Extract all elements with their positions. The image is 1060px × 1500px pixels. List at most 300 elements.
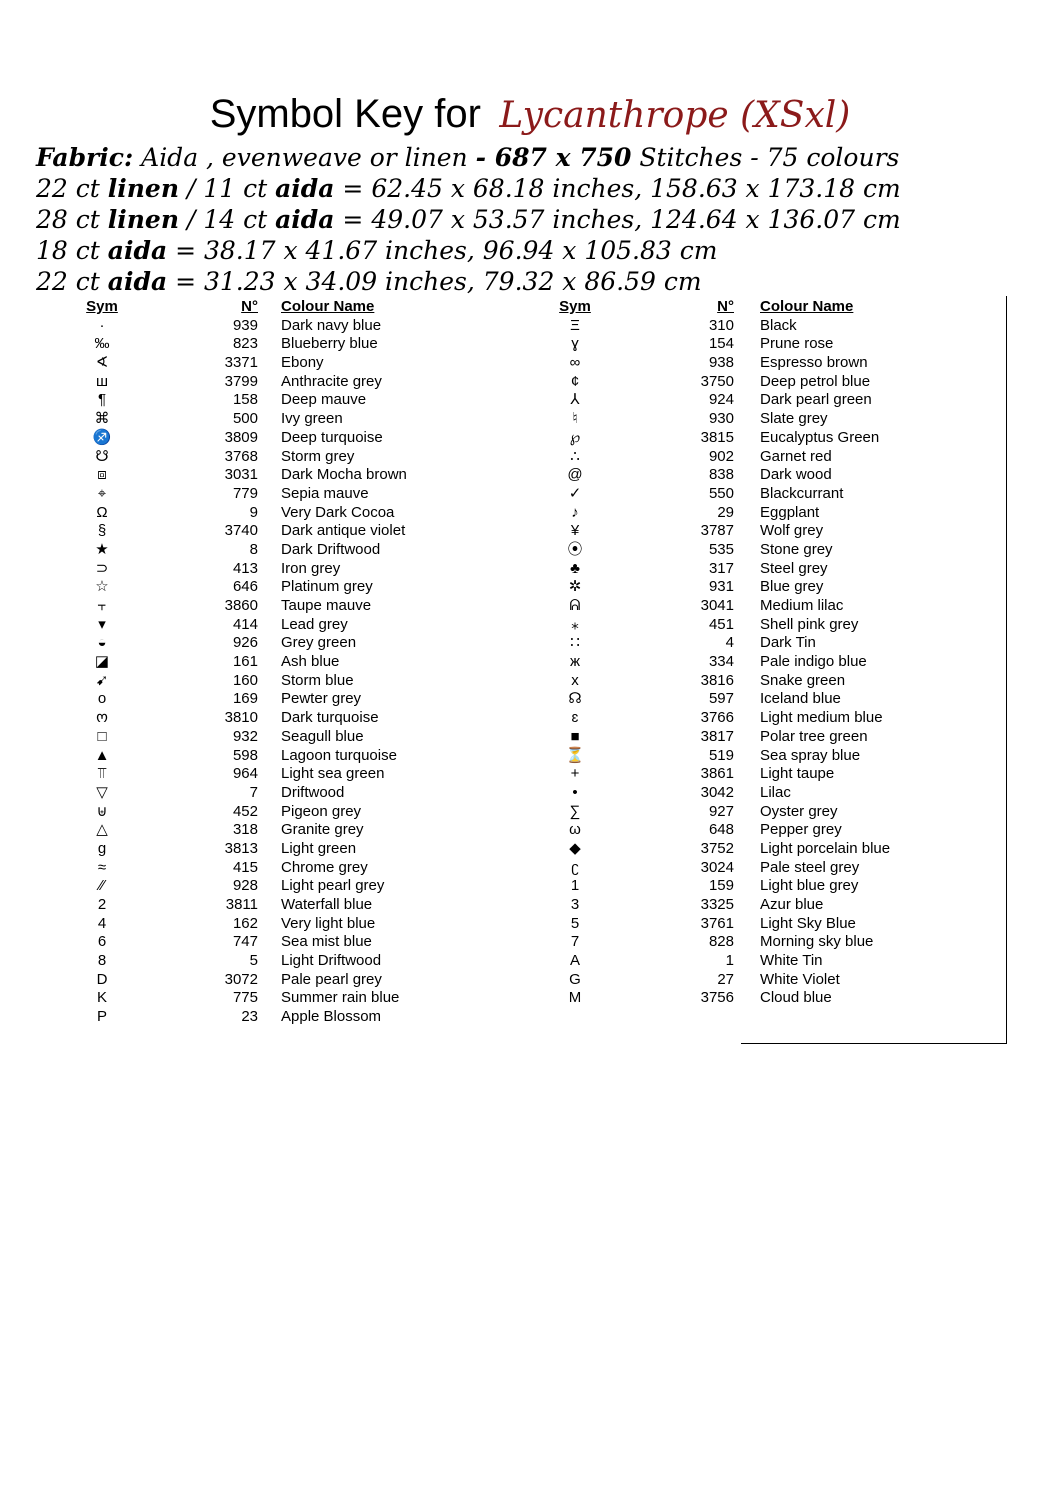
colour-name: Black [760,316,797,334]
dmc-number: 8 [249,540,258,558]
colour-name: Dark navy blue [281,316,382,334]
colour-name: Dark Driftwood [281,540,381,558]
dmc-number: 939 [232,316,258,334]
symbol: + [570,765,580,783]
colour-name: Dark Tin [760,634,816,652]
key-row [0,840,1060,859]
key-row [0,728,1060,747]
dmc-number: 5 [249,952,258,970]
symbol: ➹ [95,671,109,689]
fabric-label: Fabric: [36,143,134,172]
dmc-number: 928 [232,877,258,895]
key-row [0,709,1060,728]
key-row [0,821,1060,840]
colour-name: Summer rain blue [281,989,400,1007]
dmc-number: 3817 [700,727,734,745]
key-row [0,803,1060,822]
colour-name: Lagoon turquoise [281,746,397,764]
dmc-number: 519 [708,746,734,764]
dmc-number: 3740 [224,522,258,540]
colour-name: Azur blue [760,896,824,913]
colour-name: Pale pearl grey [281,970,382,988]
dmc-number: 964 [232,765,258,783]
number-header: N° [241,298,258,315]
dmc-number: 7 [249,783,258,801]
key-row [0,504,1060,523]
dmc-number: 413 [232,559,258,577]
fabric-types: Aida , evenweave or linen [133,143,476,172]
symbol: ⅄ [570,391,580,409]
symbol: ო [96,709,108,727]
symbol: ⫟ [97,597,107,614]
key-row [0,597,1060,616]
key-row [0,896,1060,915]
dmc-number: 902 [708,447,734,465]
symbol: ★ [95,540,109,558]
colour-name: Storm blue [281,671,354,689]
dmc-number: 23 [241,1008,258,1026]
colour-name: White Violet [760,970,840,988]
dmc-number: 334 [708,653,734,671]
key-row [0,672,1060,691]
colour-name: Pigeon grey [281,802,362,820]
symbol: ☊ [568,690,582,708]
symbol: Ξ [570,316,580,334]
dmc-number: 161 [232,653,258,671]
colour-name: Eggplant [760,503,820,521]
symbol: § [97,522,107,540]
key-row [0,952,1060,971]
dmc-number: 452 [232,802,258,820]
symbol: ∢ [95,354,109,372]
colour-name: White Tin [760,952,823,970]
symbol: ☆ [95,578,109,596]
symbol: M [568,989,582,1007]
symbol: ш [95,372,109,390]
dmc-number: 597 [708,690,734,708]
colour-name: Driftwood [281,783,345,801]
colour-name: Ivy green [281,410,343,428]
fabric-linen: linen [107,205,180,234]
key-row [0,747,1060,766]
count-label: / 11 ct [179,174,276,203]
pattern-name: Lycanthrope (XSxl) [499,95,851,136]
symbol: 4 [97,914,107,932]
dmc-number: 648 [708,821,734,839]
key-row [0,578,1060,597]
symbol: ⧈ [97,466,107,484]
sym-header: Sym [559,298,591,315]
symbol: Ω [96,503,108,521]
symbol: ∴ [570,447,580,465]
title-prefix: Symbol Key for [209,92,481,136]
colour-name: Pale steel grey [760,858,860,876]
page-title [0,92,1060,137]
dmc-number: 158 [232,391,258,409]
size-line-28ct-linen [36,205,901,235]
symbol: A [569,952,580,970]
colour-name: Very light blue [281,914,376,932]
fabric-aida: aida [107,267,168,296]
colour-name: Blackcurrant [760,484,844,502]
colour-name: Slate grey [760,410,828,428]
symbol: ⁎ [571,615,579,633]
colour-name: Pale indigo blue [760,653,867,671]
symbol: @ [567,466,583,484]
colour-name: Light Driftwood [281,952,382,970]
dmc-number: 598 [232,746,258,764]
symbol: ◪ [94,653,110,671]
dmc-number: 932 [232,727,258,745]
symbol: ∷ [570,634,580,652]
dmc-number: 3325 [700,896,734,913]
symbol: ‰ [94,335,110,353]
symbol: ¶ [97,391,107,409]
dmc-number: 27 [717,970,734,988]
dmc-number: 159 [708,877,734,895]
fabric-aida: aida [107,236,168,265]
symbol: ж [569,653,581,671]
key-row [0,429,1060,448]
symbol: 8 [97,952,107,970]
symbol: 1 [570,877,580,895]
colour-name: Light taupe [760,765,835,783]
symbol: ℘ [569,428,581,446]
colour-name: Lilac [760,783,791,801]
colour-name: Platinum grey [281,578,373,596]
key-row [0,485,1060,504]
dmc-number: 779 [232,484,258,502]
colour-name: Lead grey [281,615,348,633]
colour-name: Garnet red [760,447,832,465]
dmc-number: 3024 [700,858,734,876]
count-label: 22 ct [36,174,108,203]
dmc-number: 3787 [700,522,734,540]
dmc-number: 931 [708,578,734,596]
key-row [0,522,1060,541]
colour-name: Polar tree green [760,727,868,745]
colour-name: Iron grey [281,559,341,577]
symbol: △ [96,821,108,839]
count-label: 22 ct [36,267,108,296]
colour-name: Stone grey [760,540,833,558]
colour-name-header: Colour Name [760,298,854,315]
colour-name: Light green [281,839,357,857]
symbol: 3 [570,896,580,913]
key-row [0,373,1060,392]
dmc-number: 747 [232,933,258,951]
colour-name: Snake green [760,671,846,689]
dmc-number: 646 [232,578,258,596]
symbol: ⏳ [565,746,585,764]
symbol: g [97,839,107,857]
dmc-number: 317 [708,559,734,577]
colour-name: Shell pink grey [760,615,859,633]
colour-name: Blue grey [760,578,824,596]
dmc-number: 3799 [224,372,258,390]
symbol: 6 [97,933,107,951]
key-row [0,391,1060,410]
colour-name: Steel grey [760,559,828,577]
dmc-number: 927 [708,802,734,820]
dmc-number: 3752 [700,839,734,857]
colour-name: Light porcelain blue [760,839,891,857]
dmc-number: 550 [708,484,734,502]
dmc-number: 3813 [224,839,258,857]
symbol: ɣ [571,335,579,353]
dmc-number: 1 [725,952,734,970]
symbol: D [96,970,108,988]
number-header: N° [717,298,734,315]
dmc-number: 169 [232,690,258,708]
colour-name: Deep petrol blue [760,372,871,390]
fabric-line [36,143,899,173]
symbol: ▲ [94,746,110,764]
colour-name: Light Sky Blue [760,914,856,932]
colour-name: Anthracite grey [281,372,382,390]
colour-name: Light sea green [281,765,385,783]
size-line-22ct-linen [36,174,901,204]
colour-name: Deep mauve [281,391,367,409]
dmc-number: 3810 [224,709,258,727]
symbol: ◆ [569,839,581,857]
symbol: P [96,1008,107,1026]
colour-name: Light pearl grey [281,877,385,895]
fabric-aida: aida [275,205,335,234]
dmc-number: 938 [708,354,734,372]
dmc-number: 3041 [700,597,734,614]
symbol: ♣ [570,559,580,577]
key-row [0,317,1060,336]
key-header [0,298,1060,317]
colour-name: Dark antique violet [281,522,406,540]
colour-name: Iceland blue [760,690,841,708]
colour-name: Taupe mauve [281,597,372,614]
colour-name: Light medium blue [760,709,883,727]
dmc-number: 310 [708,316,734,334]
colour-name: Dark turquoise [281,709,379,727]
key-row [0,971,1060,990]
symbol: ▾ [98,615,106,633]
dmc-number: 924 [708,391,734,409]
fabric-aida: aida [275,174,335,203]
dimensions: = 31.23 x 34.09 inches, 79.32 x 86.59 cm [167,267,702,296]
dmc-number: 3860 [224,597,258,614]
dmc-number: 318 [232,821,258,839]
key-row [0,784,1060,803]
colour-name-header: Colour Name [281,298,375,315]
colour-name: Ash blue [281,653,340,671]
symbol: ⌖ [97,484,107,502]
symbol: ◒ [97,634,107,652]
colour-name: Medium lilac [760,597,844,614]
colour-name: Morning sky blue [760,933,874,951]
dmc-number: 9 [249,503,258,521]
colour-name: Blueberry blue [281,335,378,353]
count-label: / 14 ct [179,205,276,234]
key-row [0,877,1060,896]
dmc-number: 930 [708,410,734,428]
colour-name: Oyster grey [760,802,838,820]
symbol: ≈ [97,858,107,876]
dmc-number: 3816 [700,671,734,689]
colour-name: Deep turquoise [281,428,383,446]
dmc-number: 3811 [225,896,258,913]
key-row [0,634,1060,653]
key-row [0,690,1060,709]
colour-name: Waterfall blue [281,896,373,913]
key-row [0,616,1060,635]
sym-header: Sym [86,298,118,315]
colour-name: Grey green [281,634,357,652]
symbol: ɛ [571,709,579,727]
colour-name: Sea mist blue [281,933,372,951]
colour-name: Cloud blue [760,989,832,1007]
symbol: ♮ [572,410,578,428]
colour-name: Sepia mauve [281,484,369,502]
symbol: ▽ [96,783,108,801]
colour-name: Light blue grey [760,877,859,895]
key-row [0,354,1060,373]
symbol: ʗ [571,858,579,876]
dmc-number: 3809 [224,428,258,446]
symbol: ¢ [570,372,580,390]
symbol: ■ [570,727,580,745]
key-row [0,933,1060,952]
fabric-linen: linen [107,174,180,203]
stitch-size: 687 x 750 [494,143,632,172]
colour-name: Espresso brown [760,354,868,372]
symbol: ¥ [570,522,580,540]
dmc-number: 29 [717,503,734,521]
key-row [0,466,1060,485]
dmc-number: 3756 [700,989,734,1007]
colour-name: Granite grey [281,821,364,839]
symbol: G [569,970,581,988]
colour-name: Prune rose [760,335,834,353]
dmc-number: 3072 [224,970,258,988]
dimensions: = 38.17 x 41.67 inches, 96.94 x 105.83 cm [167,236,718,265]
symbol: ♪ [571,503,579,521]
symbol: ☋ [95,447,109,465]
symbol: ᕱ [569,597,581,614]
key-row [0,989,1060,1008]
colour-name: Storm grey [281,447,355,465]
dimensions: = 62.45 x 68.18 inches, 158.63 x 173.18 cm [334,174,901,203]
symbol: · [99,316,105,334]
dmc-number: 500 [232,410,258,428]
colour-name: Dark wood [760,466,832,484]
symbol: 2 [97,896,107,913]
symbol-key-right [0,298,1060,1008]
colour-name: Chrome grey [281,858,368,876]
dmc-number: 3042 [700,783,734,801]
key-row [0,765,1060,784]
stitch-count: Stitches - 75 colours [631,143,900,172]
symbol: x [571,671,579,689]
dmc-number: 451 [708,615,734,633]
symbol: ✓ [568,484,582,502]
symbol: 5 [570,914,580,932]
colour-name: Pepper grey [760,821,842,839]
key-row [0,448,1060,467]
symbol: ∑ [569,802,581,820]
symbol: ⊎ [96,802,108,820]
dmc-number: 415 [232,858,258,876]
symbol: ⦿ [567,540,583,558]
dmc-number: 4 [725,634,734,652]
symbol: ⁄⁄ [99,877,105,895]
key-row [0,1008,1060,1027]
key-row [0,410,1060,429]
symbol: ⌘ [94,410,110,428]
dmc-number: 926 [232,634,258,652]
dmc-number: 3766 [700,709,734,727]
dmc-number: 838 [708,466,734,484]
dmc-number: 3761 [700,914,734,932]
dmc-number: 3815 [700,428,734,446]
symbol: ∞ [569,354,581,372]
dmc-number: 3861 [700,765,734,783]
colour-name: Apple Blossom [281,1008,382,1026]
colour-name: Eucalyptus Green [760,428,880,446]
symbol: o [97,690,107,708]
symbol: ♐ [92,428,112,446]
size-line-18ct-aida [36,236,717,266]
dmc-number: 160 [232,671,258,689]
symbol: □ [97,727,107,745]
key-row [0,560,1060,579]
count-label: 18 ct [36,236,108,265]
dmc-number: 3750 [700,372,734,390]
dmc-number: 154 [708,335,734,353]
key-row [0,859,1060,878]
colour-name: Pewter grey [281,690,362,708]
key-row [0,541,1060,560]
key-row [0,335,1060,354]
size-line-22ct-aida [36,267,702,297]
frame-border-bottom [741,1043,1007,1044]
symbol: K [96,989,107,1007]
colour-name: Very Dark Cocoa [281,503,395,521]
dmc-number: 3768 [224,447,258,465]
dmc-number: 3031 [224,466,258,484]
frame-border-right [1006,296,1007,1044]
dmc-number: 828 [708,933,734,951]
symbol: ⊃ [95,559,109,577]
colour-name: Ebony [281,354,324,372]
dimensions: = 49.07 x 53.57 inches, 124.64 x 136.07 cm [334,205,901,234]
symbol: 7 [570,933,580,951]
symbol: ω [569,821,581,839]
symbol: ✲ [568,578,582,596]
dmc-number: 535 [708,540,734,558]
colour-name: Dark pearl green [760,391,872,409]
colour-name: Seagull blue [281,727,364,745]
dmc-number: 3371 [224,354,258,372]
key-row [0,915,1060,934]
dmc-number: 162 [232,914,258,932]
dmc-number: 775 [232,989,258,1007]
count-label: 28 ct [36,205,108,234]
colour-name: Sea spray blue [760,746,861,764]
dmc-number: 823 [232,335,258,353]
key-row [0,653,1060,672]
dmc-number: 414 [232,615,258,633]
symbol: • [572,783,578,801]
colour-name: Dark Mocha brown [281,466,407,484]
colour-name: Wolf grey [760,522,824,540]
